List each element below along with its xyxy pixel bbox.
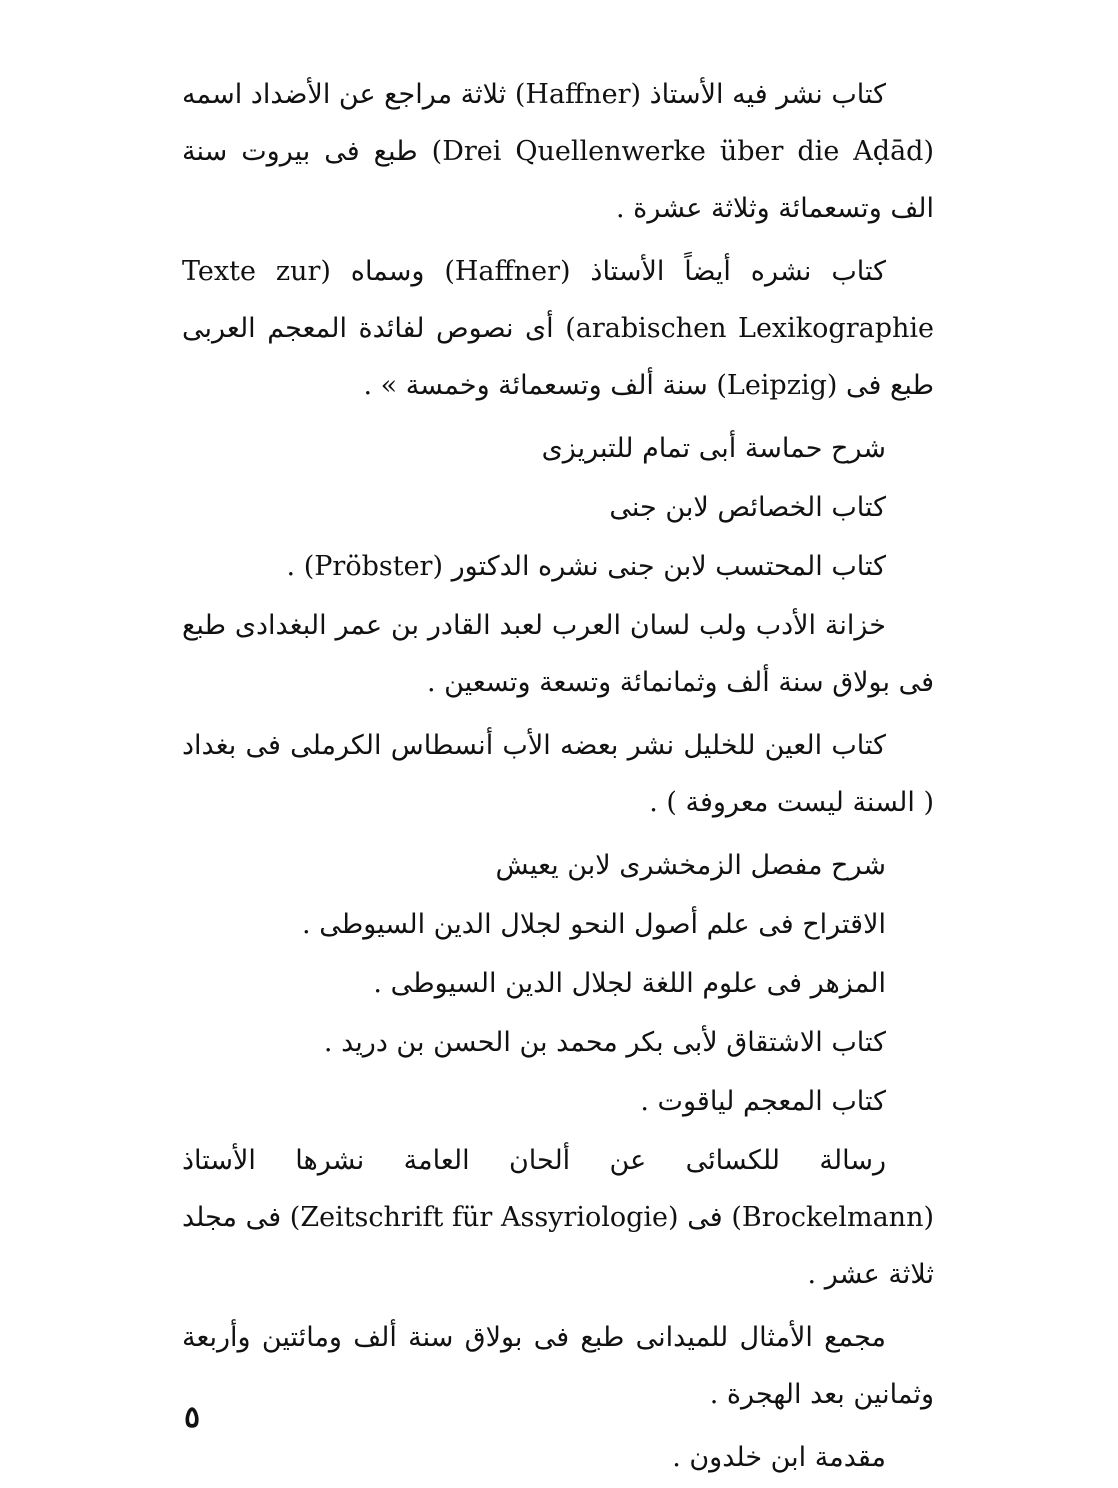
- entry-khasais: كتاب الخصائص لابن جنى: [609, 492, 886, 523]
- entry-khizana: خزانة الأدب ولب لسان العرب لعبد القادر بن عمر البغدادى طبع فى بولاق سنة ألف وثمانمائة وتسعة وتسعين .: [182, 610, 934, 698]
- entry-muhtasab: كتاب المحتسب لابن جنى نشره الدكتور (Pröbster) .: [286, 551, 886, 582]
- entry-haffner-texte: كتاب نشره أيضاً الأستاذ (Haffner) وسماه (Texte zur arabischen Lexikographie) أى نصوص لفائدة المعجم العربى طبع فى (Leipzig) سنة ألف وتسعمائة وخمسة » .: [182, 256, 934, 401]
- entry-haffner-addad: كتاب نشر فيه الأستاذ (Haffner) ثلاثة مراجع عن الأضداد اسمه (Drei Quellenwerke über die Aḍād) طبع فى بيروت سنة الف وتسعمائة وثلاثة عشرة .: [182, 79, 934, 224]
- entry-mufassal: شرح مفصل الزمخشرى لابن يعيش: [495, 850, 886, 881]
- entry-iqtirah: الاقتراح فى علم أصول النحو لجلال الدين السيوطى .: [302, 909, 886, 940]
- entry-muqaddima: مقدمة ابن خلدون .: [672, 1442, 886, 1473]
- entry-ishtiqaq: كتاب الاشتقاق لأبى بكر محمد بن الحسن بن دريد .: [323, 1027, 886, 1058]
- entry-kisai: رسالة للكسائى عن ألحان العامة نشرها الأستاذ (Brockelmann) فى (Zeitschrift für Assyriologie) فى مجلد ثلاثة عشر .: [182, 1145, 934, 1290]
- page-number: ٥: [184, 1400, 201, 1435]
- entry-hamasa: شرح حماسة أبى تمام للتبريزى: [541, 433, 886, 464]
- entry-majma: مجمع الأمثال للميدانى طبع فى بولاق سنة ألف ومائتين وأربعة وثمانين بعد الهجرة .: [182, 1322, 934, 1410]
- entry-muzhir: المزهر فى علوم اللغة لجلال الدين السيوطى .: [373, 968, 886, 999]
- bibliography-list: [182, 66, 934, 1488]
- entry-ain: كتاب العين للخليل نشر بعضه الأب أنسطاس الكرملى فى بغداد ( السنة ليست معروفة ) .: [182, 730, 934, 818]
- entry-mujam: كتاب المعجم لياقوت .: [640, 1086, 886, 1117]
